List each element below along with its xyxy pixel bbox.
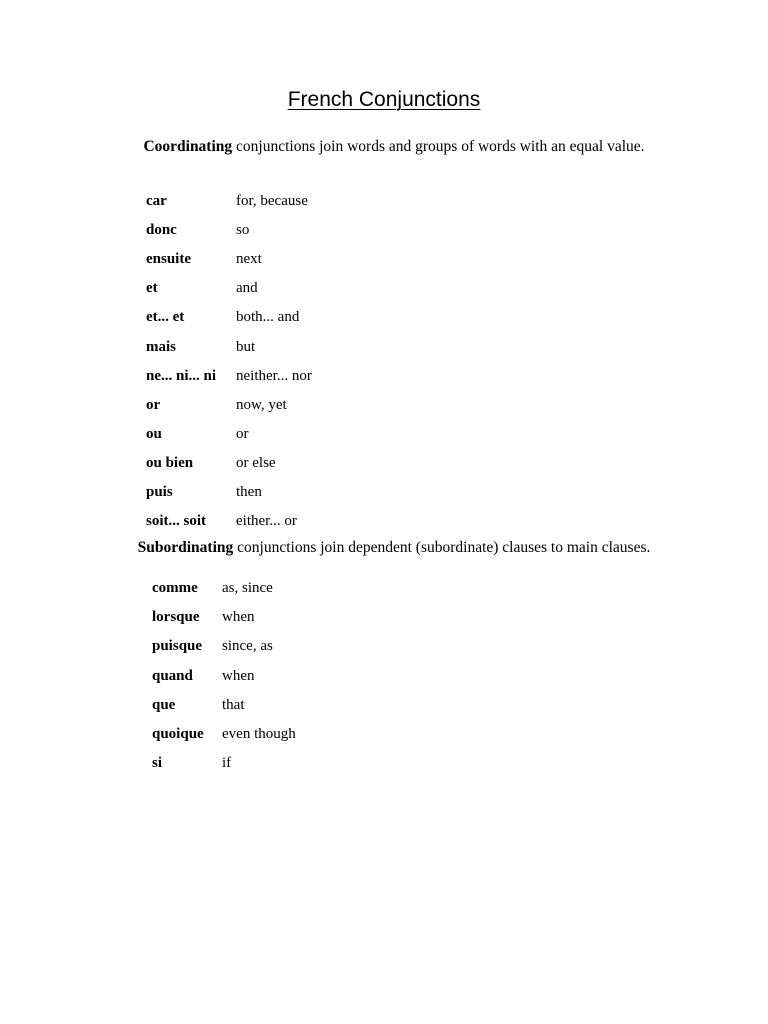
english-meaning: now, yet	[236, 396, 287, 413]
english-meaning: neither... nor	[236, 367, 312, 384]
french-term: quoique	[152, 726, 204, 742]
english-meaning: both... and	[236, 309, 300, 326]
english-meaning: or	[236, 425, 249, 442]
english-meaning: next	[236, 251, 262, 268]
english-meaning: but	[236, 338, 256, 355]
english-meaning: as, since	[222, 580, 273, 596]
coordinating-intro-text: conjunctions join words and groups of words with an equal value.	[232, 138, 645, 155]
french-term: donc	[146, 222, 177, 239]
english-meaning: when	[222, 667, 255, 684]
french-term: puisque	[152, 638, 203, 655]
french-term: puis	[146, 484, 173, 500]
french-term: ne... ni... ni	[146, 367, 217, 384]
french-term: et... et	[146, 309, 185, 326]
french-term: or	[146, 396, 161, 413]
coordinating-intro-bold: Coordinating	[143, 138, 233, 155]
page-title: French Conjunctions	[287, 88, 481, 111]
french-term: ensuite	[146, 251, 191, 268]
french-term: lorsque	[152, 609, 200, 626]
english-meaning: and	[236, 280, 258, 297]
english-meaning: even though	[222, 726, 296, 742]
french-term: quand	[152, 667, 193, 684]
french-term: si	[152, 755, 163, 772]
english-meaning: either... or	[236, 513, 297, 530]
subordinating-intro-bold: Subordinating	[137, 539, 234, 556]
french-term: soit... soit	[146, 513, 206, 530]
french-term: comme	[152, 580, 198, 596]
english-meaning: that	[222, 696, 245, 713]
english-meaning: if	[222, 755, 232, 772]
french-term: ou bien	[146, 454, 194, 471]
subordinating-intro	[10, 538, 768, 558]
subordinating-intro-text: conjunctions join dependent (subordinate) clauses to main clauses.	[233, 539, 651, 556]
coordinating-intro	[10, 137, 768, 157]
french-term: et	[146, 280, 158, 297]
french-term: ou	[146, 425, 162, 442]
english-meaning: so	[236, 222, 250, 239]
english-meaning: then	[236, 484, 262, 500]
english-meaning: or else	[236, 454, 276, 471]
english-meaning: since, as	[222, 638, 273, 655]
french-term: car	[146, 193, 167, 209]
english-meaning: when	[222, 609, 255, 626]
french-term: mais	[146, 338, 176, 355]
french-term: que	[152, 696, 176, 713]
english-meaning: for, because	[236, 193, 308, 209]
